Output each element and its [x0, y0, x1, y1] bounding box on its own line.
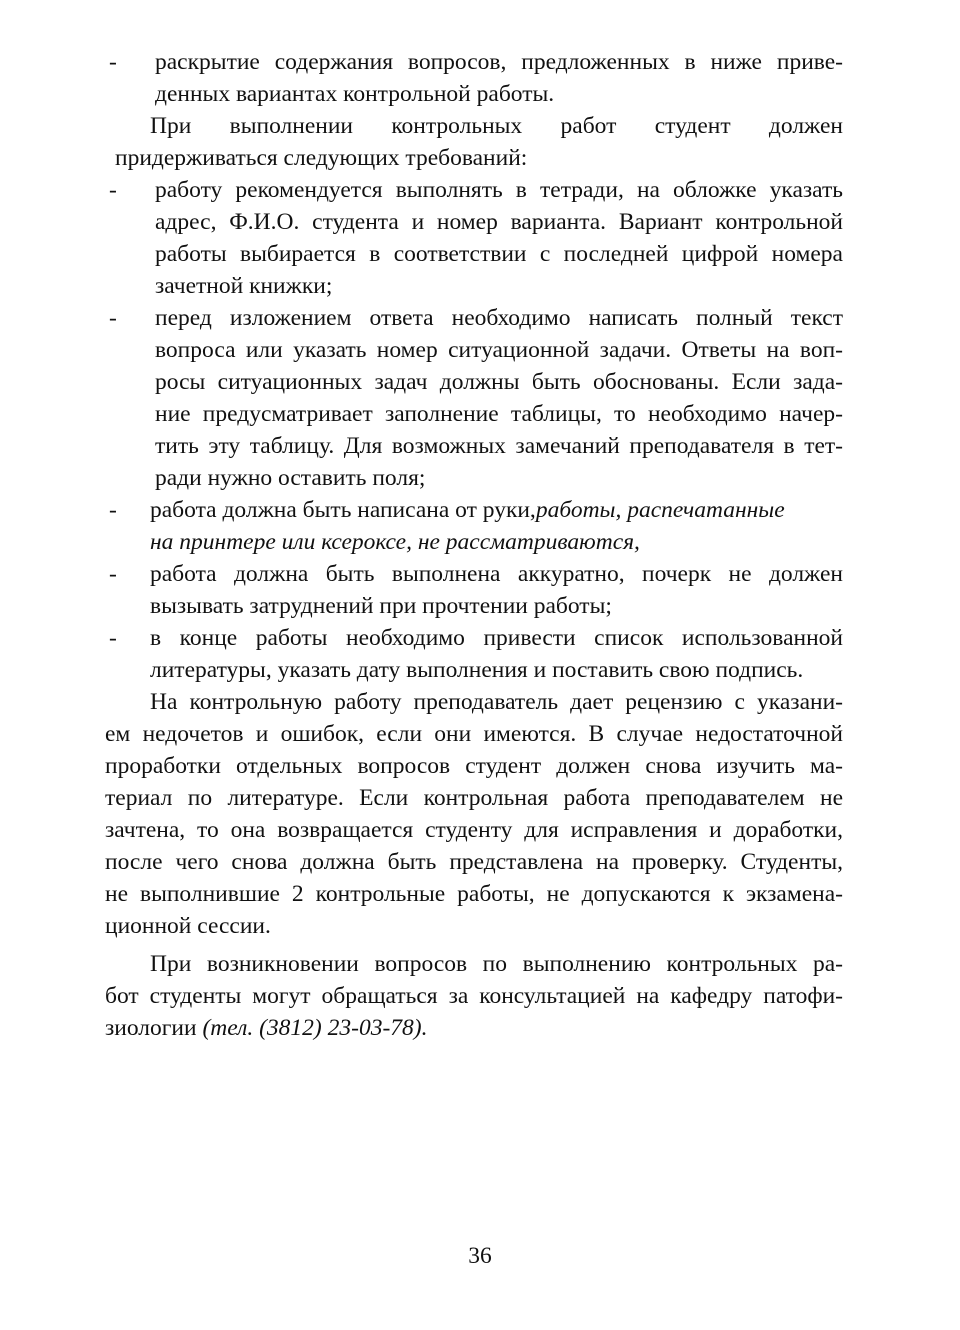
- bullet-dash: -: [109, 305, 117, 331]
- text-line: работу рекомендуется выполнять в тетради, на обложке указать: [155, 177, 843, 203]
- paragraph: [105, 686, 843, 942]
- text-line: зачетной книжки;: [155, 273, 333, 299]
- text-line: работы выбирается в соответствии с последней цифрой номера: [155, 241, 843, 267]
- text-span: работа должна быть написана от руки,: [150, 497, 536, 523]
- list-item: [105, 302, 843, 494]
- text-line: придерживаться следующих требований:: [115, 145, 528, 171]
- text-span: зиологии: [105, 1015, 197, 1041]
- bullet-dash: -: [109, 177, 117, 203]
- text-line: При возникновении вопросов по выполнению контрольных ра-: [150, 951, 843, 977]
- list-item: [105, 46, 843, 110]
- text-line: раскрытие содержания вопросов, предложенных в ниже приве-: [155, 49, 843, 75]
- text-line: ради нужно оставить поля;: [155, 465, 426, 491]
- italic-text: на принтере или ксероксе, не рассматриваются,: [150, 529, 640, 555]
- text-line: ние предусматривает заполнение таблицы, то необходимо начер-: [155, 401, 843, 427]
- list-item: [105, 174, 843, 302]
- text-line: ем недочетов и ошибок, если они имеются. В случае недостаточной: [105, 721, 843, 747]
- phone-number: (тел. (3812) 23-03-78).: [202, 1015, 428, 1041]
- text-line: литературы, указать дату выполнения и поставить свою подпись.: [150, 657, 804, 683]
- list-item: [105, 558, 843, 622]
- bullet-dash: -: [109, 497, 117, 523]
- text-line: денных вариантах контрольной работы.: [155, 81, 555, 107]
- text-line: вопроса или указать номер ситуационной задачи. Ответы на воп-: [155, 337, 843, 363]
- text-line: перед изложением ответа необходимо написать полный текст: [155, 305, 843, 331]
- text-line: На контрольную работу преподаватель дает рецензию с указани-: [150, 689, 843, 715]
- text-line: зачтена, то она возвращается студенту для исправления и доработки,: [105, 817, 843, 843]
- text-line: адрес, Ф.И.О. студента и номер варианта. Вариант контрольной: [155, 209, 843, 235]
- text-line: росы ситуационных задач должны быть обоснованы. Если зада-: [155, 369, 843, 395]
- text-line: проработки отдельных вопросов студент должен снова изучить ма-: [105, 753, 843, 779]
- list-item: [105, 494, 843, 558]
- bullet-dash: -: [109, 49, 117, 75]
- text-line: после чего снова должна быть представлена на проверку. Студенты,: [105, 849, 843, 875]
- text-line: тить эту таблицу. Для возможных замечаний преподавателя в тет-: [155, 433, 843, 459]
- text-line: вызывать затруднений при прочтении работы;: [150, 593, 612, 619]
- list-item: [105, 622, 843, 686]
- text-line: териал по литературе. Если контрольная работа преподавателем не: [105, 785, 843, 811]
- text-line: в конце работы необходимо привести список использованной: [150, 625, 843, 651]
- page-number: 36: [468, 1243, 492, 1269]
- text-line: работа должна быть выполнена аккуратно, почерк не должен: [150, 561, 843, 587]
- text-line: При выполнении контрольных работ студент должен: [150, 113, 843, 139]
- bullet-dash: -: [109, 625, 117, 651]
- text-line: [105, 1012, 843, 1044]
- body-text: [105, 46, 843, 1044]
- italic-text: работы, распечатанные: [535, 497, 785, 523]
- text-line: бот студенты могут обращаться за консультацией на кафедру патофи-: [105, 983, 843, 1009]
- paragraph: [105, 948, 843, 1044]
- text-line: не выполнившие 2 контрольные работы, не допускаются к экзамена-: [105, 881, 843, 907]
- paragraph: [105, 110, 843, 174]
- bullet-dash: -: [109, 561, 117, 587]
- text-line: ционной сессии.: [105, 913, 271, 939]
- text-line: [150, 494, 843, 526]
